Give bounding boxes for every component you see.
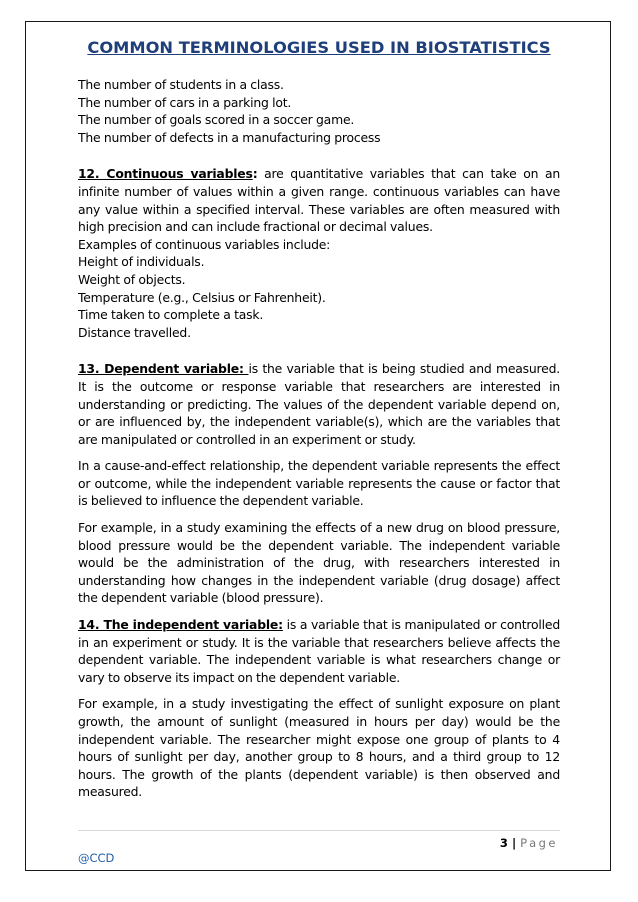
section-13-heading: 13. Dependent variable: [78, 361, 249, 377]
list-item: The number of students in a class. [78, 77, 284, 92]
list-item: Distance travelled. [78, 324, 191, 340]
page-number [500, 836, 558, 850]
list-item: Temperature (e.g., Celsius or Fahrenheit). [78, 289, 326, 305]
page-word: Page [520, 836, 558, 850]
section-13-text: is the variable that is being studied and measured. It is the outcome or response variable that researchers are interested in understanding or predicting. The values of the dependent variable depend on, or are influenced by, the independent variable(s), which are the variables that are manipulated or controlled in an experiment or study. [78, 361, 560, 447]
list-item: The number of cars in a parking lot. [78, 94, 292, 110]
section-13-paragraph-2: In a cause-and-effect relationship, the dependent variable represents the effect or outcome, while the independent variable represents the cause or factor that is believed to influence the dependent variable. [78, 458, 560, 509]
examples-intro: Examples of continuous variables include: [78, 236, 331, 252]
page-title: COMMON TERMINOLOGIES USED IN BIOSTATISTICS [87, 38, 551, 57]
list-item: Time taken to complete a task. [78, 307, 264, 323]
section-13-paragraph-3: For example, in a study examining the effects of a new drug on blood pressure, blood pressure would be the dependent variable. The independent variable would be the administration of the drug, with researchers interested in understanding how changes in the independent variable (drug dosage) affect the dependent variable (blood pressure). [78, 520, 560, 606]
footer-credit: @CCD [78, 851, 115, 865]
section-14-text: is a variable that is manipulated or controlled in an experiment or study. It is the variable that researchers believe affects the dependent variable. The independent variable is what researchers change or vary to observe its impact on the dependent variable. [78, 617, 560, 685]
continuous-examples-list [78, 236, 560, 342]
section-14-paragraph-2: For example, in a study investigating the effect of sunlight exposure on plant growth, the amount of sunlight (measured in hours per day) would be the independent variable. The researcher might expose one group of plants to 4 hours of sunlight per day, another group to 8 hours, and a third group to 12 hours. The growth of the plants (dependent variable) is then observed and measured. [78, 696, 560, 800]
page-number-separator: | [507, 836, 521, 850]
discrete-examples-list [78, 76, 560, 146]
list-item: The number of goals scored in a soccer game. [78, 112, 355, 128]
section-12-paragraph [78, 165, 560, 235]
page-number-value: 3 [499, 836, 508, 850]
list-item: Height of individuals. [78, 254, 205, 270]
section-12-heading: 12. Continuous variables [78, 166, 253, 182]
section-14-heading: 14. The independent variable: [78, 617, 283, 633]
document-body [78, 76, 560, 801]
section-14-paragraph [78, 616, 560, 686]
section-12-text: are quantitative variables that can take on an infinite number of values within a given range. continuous variables can have any value within a specified interval. These variables are often measured with high precision and can include fractional or decimal values. [78, 166, 560, 235]
section-13-paragraph [78, 360, 560, 448]
list-item: Weight of objects. [78, 271, 186, 287]
section-12-colon: : [252, 166, 258, 182]
footer-divider [78, 830, 560, 831]
list-item: The number of defects in a manufacturing process [78, 129, 381, 145]
